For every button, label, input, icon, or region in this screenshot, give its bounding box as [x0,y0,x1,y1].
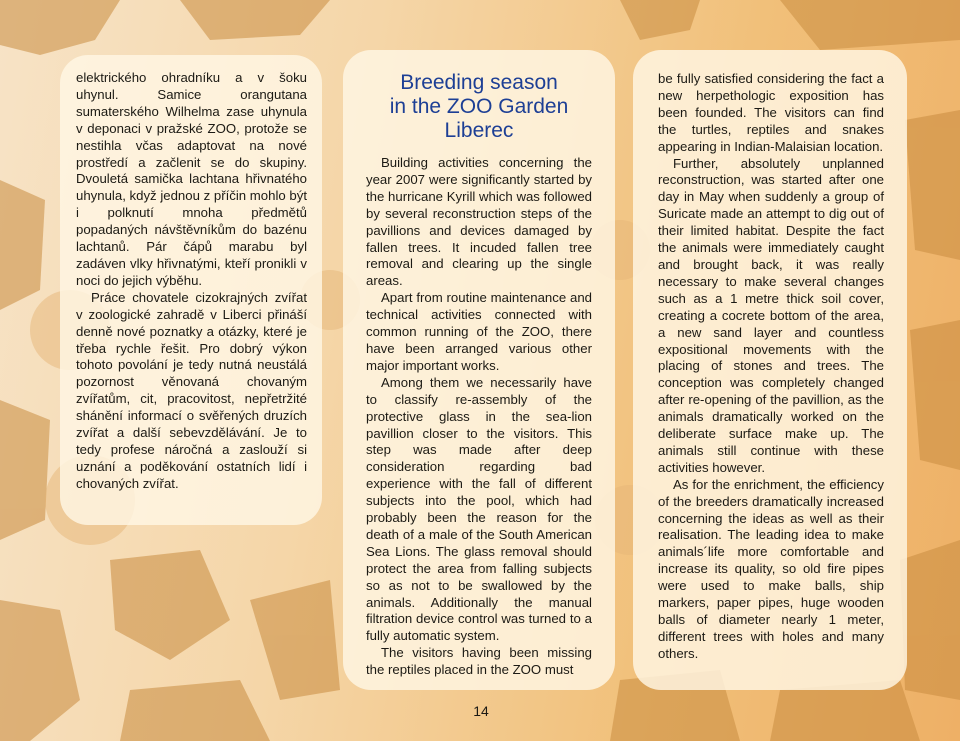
article-paragraph: Further, absolutely unplanned reconstruction, was started after one day in May when suddenly a group of Suricate made an attempt to dig out of their limited habitat. Despite the fact the animals were immediately caught and brought back, it was really necessary to make several changes such as a 1 metre thick soil cover, creating a cocrete bottom of the area, a new sand layer and countless expositional movements with the placing of stones and trees. The conception was completely changed after re-opening of the pavillion, as the animals dramatically worked on the deliberate surface make up. The animals still continue with these activities however. [658,155,884,475]
article-continuation-column [658,71,884,663]
article-paragraph: be fully satisfied considering the fact a new herpethologic exposition has been founded. The visitors can find the turtles, reptiles and snakes appearing in Indian-Malaisian location. [658,71,884,154]
title-line: in the ZOO Garden [389,95,569,118]
czech-text-column [76,70,307,493]
article-paragraph: The visitors having been missing the reptiles placed in the ZOO must [366,645,592,678]
article-title [346,71,612,143]
czech-paragraph: Práce chovatele cizokrajných zvířat v zoologické zahradě v Liberci přináší denně nové poznatky a otázky, které je třeba rychle řešit. Pro dobrý výkon tohoto povolání je tedy nutná neustálá pozornost věnovaná chovaným zvířatům, cit, pracovitost, nepřetržité shánění informací o svěřených druzích zvířat a další sebevzdělávání. Je to tedy profese náročná a zaslouží si uznání a poděkování ostatních lidí i chovaných zvířat. [76,289,307,491]
article-paragraph: Apart from routine maintenance and technical activities connected with common running of the ZOO, there have been arranged various other major important works. [366,290,592,373]
title-line: Breeding season [400,71,558,94]
article-paragraph: Building activities concerning the year 2007 were significantly started by the hurricane Kyrill which was followed by several reconstruction steps of the pavillions and devices damaged by fallen trees. It incuded fallen tree removal and clearing up the single areas. [366,155,592,289]
article-body-column [366,155,592,679]
article-paragraph: As for the enrichment, the efficiency of the breeders dramatically increased concerning the ideas as well as their realisation. The leading idea to make animals´life more comfortable and increase its quality, so old fire pipes were used to make balls, ship markers, paper pipes, huge wooden balls of diameter nearly 1 meter, different trees with holes and many others. [658,476,884,661]
page-number: 14 [473,703,489,719]
czech-paragraph: elektrického ohradníku a v šoku uhynul. Samice orangutana sumaterského Wilhelma zase uhynula v deponaci v pražské ZOO, protože se nestihla včas adaptovat na nové prostředí a začlenit se do skupiny. Dvouletá samička lachtana hřivnatého uhynula, když jednou z příčin mohlo být i polknutí mnoha předmětů popadaných návštěvníkům do bazénu lachtanů. Pár čápů marabu byl zadáven vlky hřivnatými, kteří pronikli v noci do jejich výběhu. [76,70,307,288]
article-paragraph: Among them we necessarily have to classify re-assembly of the protective glass in the sea-lion pavillion closer to the visitors. This step was made after deep consideration regarding bad experience with the fall of different subjects into the pool, which had probably been the reason for the death of a male of the South American Sea Lions. The glass removal should protect the area from falling subjects so as not to be swallowed by the animals. Additionally the manual filtration device control was turned to a fully automatic system. [366,374,592,644]
title-line: Liberec [444,119,514,142]
